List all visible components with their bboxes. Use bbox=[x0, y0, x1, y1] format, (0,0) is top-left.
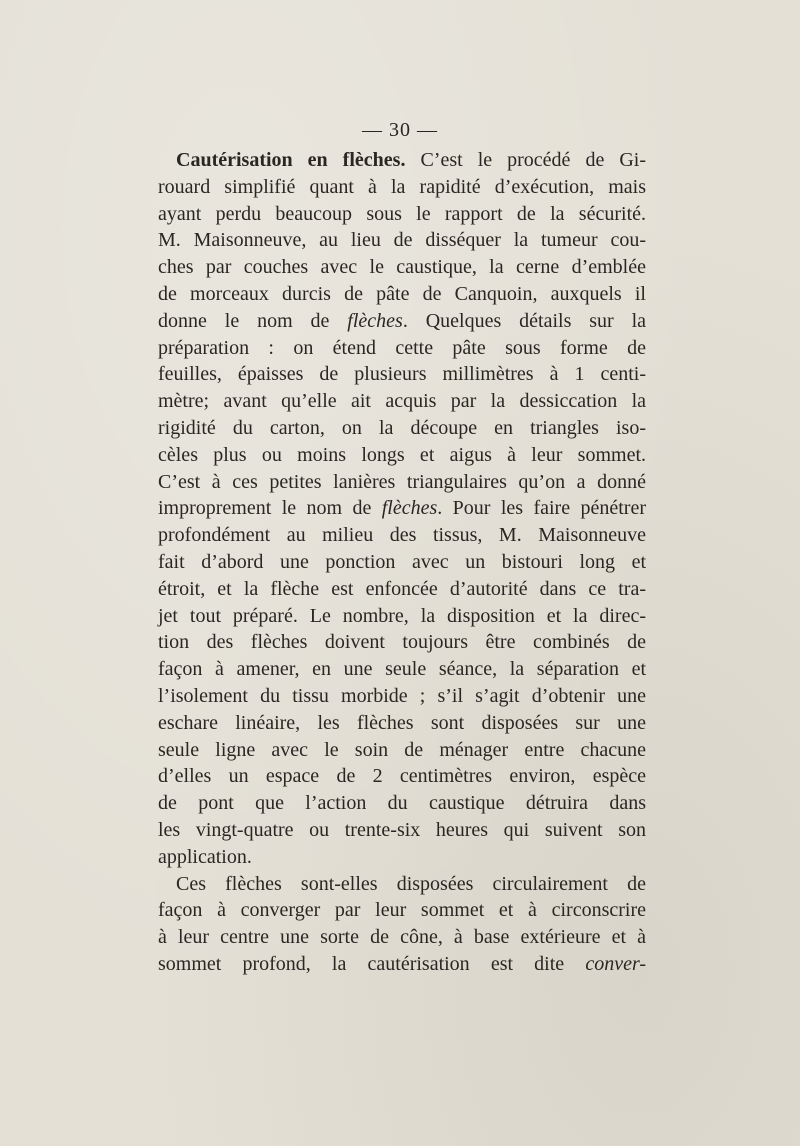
paragraph bbox=[158, 871, 646, 978]
line-text: . Pour les faire pénétrer bbox=[437, 497, 646, 520]
text-line: étroit, et la flèche est enfoncée d’autorité dans ce tra- bbox=[158, 577, 646, 600]
text-line: M. Maisonneuve, au lieu de disséquer la tumeur cou- bbox=[158, 229, 646, 252]
text-line: rigidité du carton, on la découpe en triangles iso- bbox=[158, 416, 646, 439]
italic-term: conver- bbox=[585, 952, 646, 975]
paragraph bbox=[158, 147, 646, 871]
text-line: feuilles, épaisses de plusieurs millimètres à 1 centi- bbox=[158, 363, 646, 386]
text-line bbox=[158, 147, 646, 174]
page-number: — 30 — bbox=[362, 119, 438, 141]
line-text: improprement le nom de bbox=[158, 497, 382, 520]
text-line: rouard simplifié quant à la rapidité d’exécution, mais bbox=[158, 175, 646, 198]
text-line: Ces flèches sont-elles disposées circulairement de bbox=[176, 872, 646, 895]
text-line: mètre; avant qu’elle ait acquis par la dessiccation la bbox=[158, 390, 646, 413]
line-text: donne le nom de bbox=[158, 309, 348, 332]
section-lead: Cautérisation en flèches. bbox=[176, 149, 406, 171]
text-line: à leur centre une sorte de cône, à base extérieure et à bbox=[158, 926, 646, 949]
text-line: jet tout préparé. Le nombre, la disposition et la direc- bbox=[158, 604, 646, 627]
text-line: préparation : on étend cette pâte sous forme de bbox=[158, 336, 646, 359]
italic-term: flèches bbox=[347, 309, 403, 332]
text-line: ayant perdu beaucoup sous le rapport de la sécurité. bbox=[158, 202, 646, 225]
text-line: façon à amener, en une seule séance, la séparation et bbox=[158, 658, 646, 681]
line-text: C’est le procédé de Gi- bbox=[405, 149, 646, 171]
text-line bbox=[158, 495, 646, 522]
text-line: ches par couches avec le caustique, la cerne d’emblée bbox=[158, 256, 646, 279]
text-line: de morceaux durcis de pâte de Canquoin, auxquels il bbox=[158, 282, 646, 305]
text-line: application. bbox=[158, 845, 252, 868]
text-line: seule ligne avec le soin de ménager entre chacune bbox=[158, 738, 646, 761]
line-text: . Quelques détails sur la bbox=[402, 309, 646, 332]
text-line: de pont que l’action du caustique détruira dans bbox=[158, 792, 646, 815]
text-line: cèles plus ou moins longs et aigus à leur sommet. bbox=[158, 443, 646, 466]
text-line bbox=[158, 951, 646, 978]
text-line: d’elles un espace de 2 centimètres environ, espèce bbox=[158, 765, 646, 788]
body-text bbox=[158, 147, 646, 978]
text-line: fait d’abord une ponction avec un bistouri long et bbox=[158, 550, 646, 573]
text-line bbox=[158, 308, 646, 335]
text-line: les vingt-quatre ou trente-six heures qui suivent son bbox=[158, 818, 646, 841]
text-line: C’est à ces petites lanières triangulaires qu’on a donné bbox=[158, 470, 646, 493]
italic-term: flèches bbox=[381, 497, 438, 520]
text-line: eschare linéaire, les flèches sont disposées sur une bbox=[158, 711, 646, 734]
text-line: façon à converger par leur sommet et à circonscrire bbox=[158, 899, 646, 922]
text-line: tion des flèches doivent toujours être combinés de bbox=[158, 631, 646, 654]
text-line: l’isolement du tissu morbide ; s’il s’agit d’obtenir une bbox=[158, 684, 646, 707]
text-line: profondément au milieu des tissus, M. Maisonneuve bbox=[158, 524, 646, 547]
line-text: sommet profond, la cautérisation est dite bbox=[158, 952, 586, 975]
